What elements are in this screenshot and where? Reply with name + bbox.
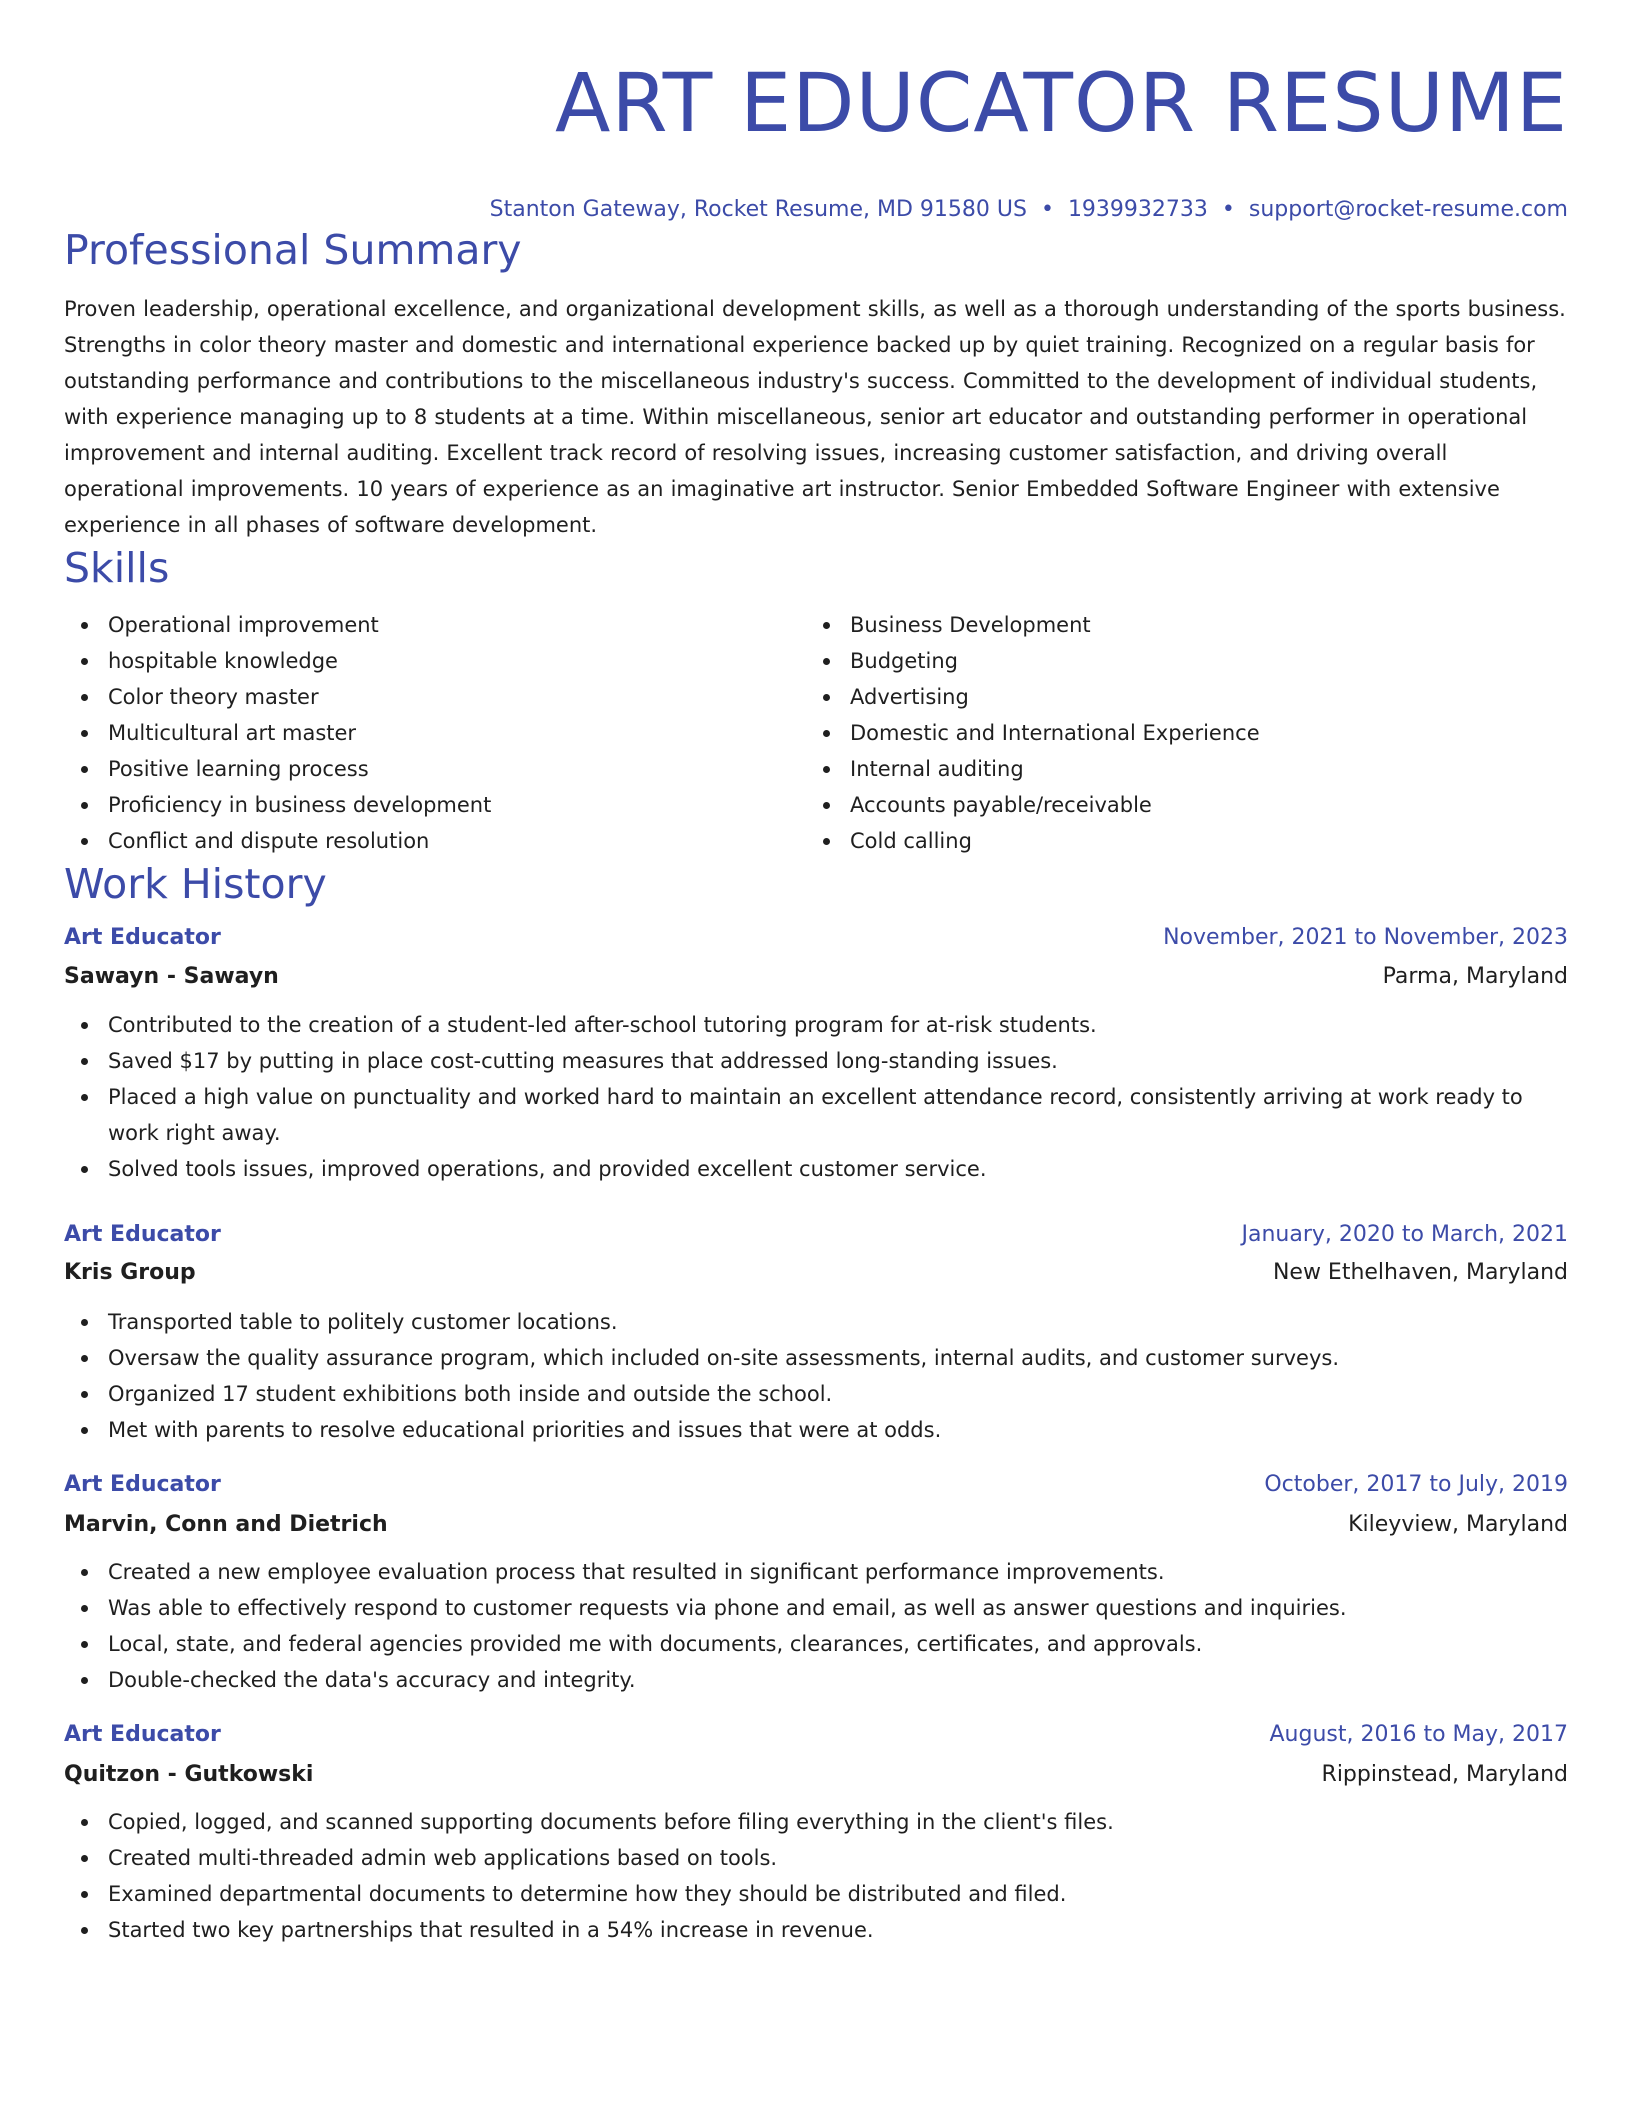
job-duty: Contributed to the creation of a student-led after-school tutoring program for at-risk students.: [64, 1007, 1568, 1043]
skill-item: Domestic and International Experience: [806, 715, 1548, 751]
job-duties: [64, 1007, 1568, 1187]
job-location: Rippinstead, Maryland: [1321, 1762, 1568, 1787]
job-title-row: [64, 1470, 1568, 1500]
skill-item: Accounts payable/receivable: [806, 787, 1548, 823]
job-title-row: [64, 1220, 1568, 1250]
job-location: Kileyview, Maryland: [1348, 1512, 1568, 1537]
job-company-row: [64, 962, 1568, 992]
job-company: Sawayn - Sawayn: [64, 964, 279, 989]
job-duties: [64, 1554, 1568, 1698]
job-duty: Was able to effectively respond to customer requests via phone and email, as well as answer questions and inquiries.: [64, 1590, 1568, 1626]
job-duty: Local, state, and federal agencies provided me with documents, clearances, certificates, and approvals.: [64, 1626, 1568, 1662]
job-dates: August, 2016 to May, 2017: [1269, 1722, 1568, 1747]
job-duty: Solved tools issues, improved operations, and provided excellent customer service.: [64, 1151, 1568, 1187]
skills-columns: [64, 607, 1568, 859]
job-title: Art Educator: [64, 1722, 221, 1747]
job-company-row: [64, 1258, 1568, 1288]
job-duty: Placed a high value on punctuality and worked hard to maintain an excellent attendance record, consistently arriving at work ready to work right away.: [64, 1079, 1568, 1151]
job-dates: November, 2021 to November, 2023: [1163, 925, 1568, 950]
job-duty: Organized 17 student exhibitions both inside and outside the school.: [64, 1376, 1568, 1412]
resume-title: ART EDUCATOR RESUME: [554, 57, 1568, 151]
job-duties: [64, 1804, 1568, 1948]
job-duty: Created a new employee evaluation process that resulted in significant performance improvements.: [64, 1554, 1568, 1590]
contact-separator: •: [1221, 197, 1235, 222]
job-location: New Ethelhaven, Maryland: [1272, 1260, 1568, 1285]
job-company: Marvin, Conn and Dietrich: [64, 1512, 388, 1537]
skills-heading: Skills: [64, 544, 170, 592]
job-entry: [64, 1470, 1568, 1698]
summary-text: Proven leadership, operational excellence, and organizational development skills, as well as a thorough understanding of the sports business. Strengths in color theory master and domestic and international experience backed up by quiet training. Recognized on a regular basis for outstanding performance and contributions to the miscellaneous industry's success. Committed to the development of individual students, with experience managing up to 8 students at a time. Within miscellaneous, senior art educator and outstanding performer in operational improvement and internal auditing. Excellent track record of resolving issues, increasing customer satisfaction, and driving overall operational improvements. 10 years of experience as an imaginative art instructor. Senior Embedded Software Engineer with extensive experience in all phases of software development.: [64, 297, 1566, 537]
job-duty: Examined departmental documents to determine how they should be distributed and filed.: [64, 1876, 1568, 1912]
skill-item: Advertising: [806, 679, 1548, 715]
contact-address: Stanton Gateway, Rocket Resume, MD 91580 US: [489, 197, 1027, 222]
job-title: Art Educator: [64, 925, 221, 950]
job-duty: Double-checked the data's accuracy and integrity.: [64, 1662, 1568, 1698]
job-company-row: [64, 1760, 1568, 1790]
contact-line: [64, 195, 1568, 225]
job-duty: Transported table to politely customer locations.: [64, 1304, 1568, 1340]
job-title-row: [64, 923, 1568, 953]
skill-item: Internal auditing: [806, 751, 1548, 787]
job-duty: Saved $17 by putting in place cost-cutting measures that addressed long-standing issues.: [64, 1043, 1568, 1079]
job-entry: [64, 923, 1568, 1187]
job-dates: October, 2017 to July, 2019: [1264, 1472, 1568, 1497]
job-duty: Started two key partnerships that resulted in a 54% increase in revenue.: [64, 1912, 1568, 1948]
job-entry: [64, 1220, 1568, 1448]
skill-item: Multicultural art master: [64, 715, 806, 751]
job-entry: [64, 1720, 1568, 1948]
skill-item: Conflict and dispute resolution: [64, 823, 806, 859]
job-duty: Met with parents to resolve educational priorities and issues that were at odds.: [64, 1412, 1568, 1448]
job-title-row: [64, 1720, 1568, 1750]
skill-item: hospitable knowledge: [64, 643, 806, 679]
skills-list-right: [806, 607, 1548, 859]
job-duty: Copied, logged, and scanned supporting documents before filing everything in the client's files.: [64, 1804, 1568, 1840]
contact-phone: 1939932733: [1067, 197, 1208, 222]
skill-item: Cold calling: [806, 823, 1548, 859]
job-duties: [64, 1304, 1568, 1448]
skill-item: Budgeting: [806, 643, 1548, 679]
job-company: Quitzon - Gutkowski: [64, 1762, 314, 1787]
contact-separator: •: [1040, 197, 1054, 222]
skills-list-left: [64, 607, 806, 859]
job-location: Parma, Maryland: [1382, 964, 1568, 989]
job-duty: Oversaw the quality assurance program, which included on-site assessments, internal audits, and customer surveys.: [64, 1340, 1568, 1376]
contact-email: support@rocket-resume.com: [1248, 197, 1568, 222]
job-company-row: [64, 1510, 1568, 1540]
skill-item: Positive learning process: [64, 751, 806, 787]
skill-item: Color theory master: [64, 679, 806, 715]
job-dates: January, 2020 to March, 2021: [1241, 1222, 1568, 1247]
skill-item: Business Development: [806, 607, 1548, 643]
summary-heading: Professional Summary: [64, 226, 522, 274]
skill-item: Proficiency in business development: [64, 787, 806, 823]
work-history-heading: Work History: [64, 860, 327, 908]
job-company: Kris Group: [64, 1260, 196, 1285]
job-duty: Created multi-threaded admin web applications based on tools.: [64, 1840, 1568, 1876]
job-title: Art Educator: [64, 1222, 221, 1247]
job-title: Art Educator: [64, 1472, 221, 1497]
skill-item: Operational improvement: [64, 607, 806, 643]
